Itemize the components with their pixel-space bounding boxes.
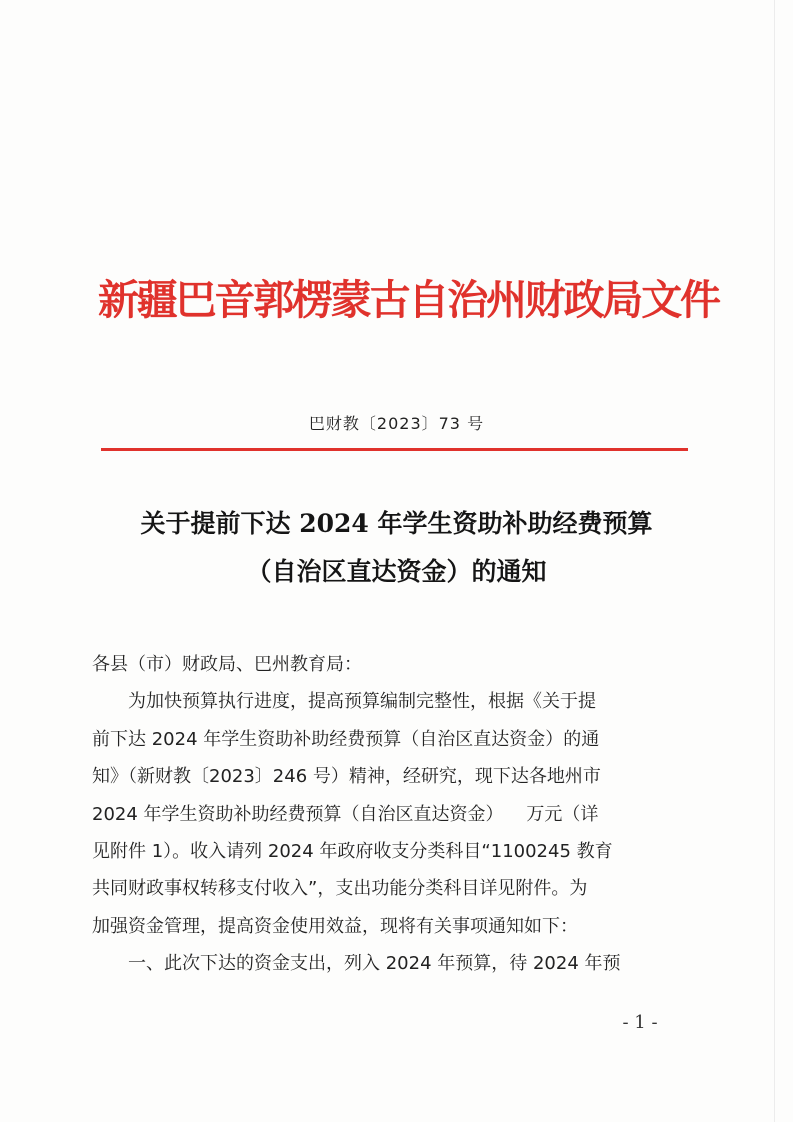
issuer-header-title: 新疆巴音郭楞蒙古自治州财政局文件: [98, 276, 719, 324]
body-line-2: 前下达 2024 年学生资助补助经费预算（自治区直达资金）的通: [92, 728, 600, 750]
body-line-1: 为加快预算执行进度，提高预算编制完整性，根据《关于提: [128, 691, 596, 713]
body-line-5: 见附件 1）。收入请列 2024 年政府收支分类科目“1100245 教育: [92, 840, 613, 862]
document-body: [92, 646, 692, 983]
document-number: 巴财教〔2023〕73 号: [308, 414, 485, 433]
document-title: [0, 500, 793, 596]
red-header-rule: [101, 448, 688, 451]
document-title-line-1: 关于提前下达 2024 年学生资助补助经费预算: [140, 509, 653, 538]
body-line-7: 加强资金管理，提高资金使用效益，现将有关事项通知如下：: [92, 915, 578, 937]
document-title-line-2: （自治区直达资金）的通知: [246, 557, 547, 586]
body-line-6: 共同财政事权转移支付收入”，支出功能分类科目详见附件。为: [92, 878, 588, 900]
body-line-4: 2024 年学生资助补助经费预算（自治区直达资金） 万元（详: [92, 803, 599, 825]
item-one-line: 一、此次下达的资金支出，列入 2024 年预算，待 2024 年预: [128, 953, 621, 975]
salutation: 各县（市）财政局、巴州教育局：: [92, 654, 362, 675]
body-line-3: 知》（新财教〔2023〕246 号）精神，经研究，现下达各地州市: [92, 766, 601, 788]
page-number: - 1 -: [622, 1012, 658, 1033]
